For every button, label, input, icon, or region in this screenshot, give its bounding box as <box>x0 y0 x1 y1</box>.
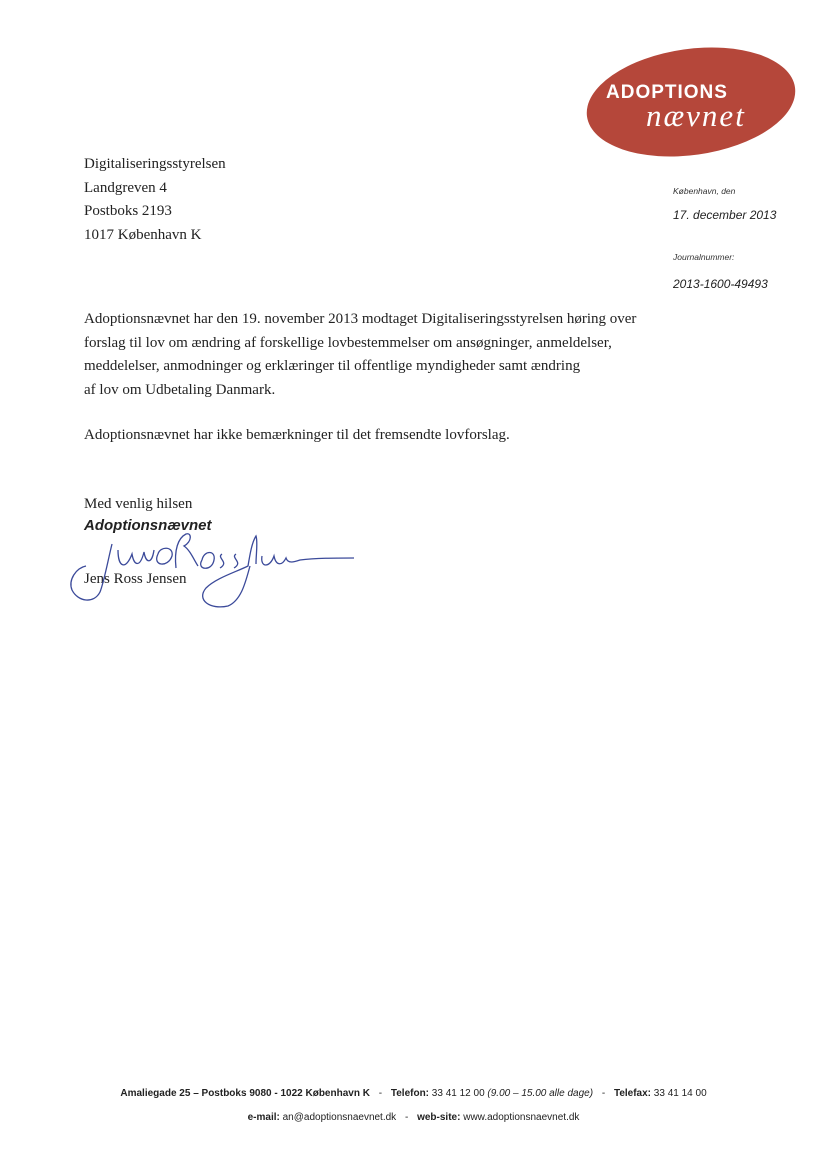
paragraph-2: Adoptionsnævnet har ikke bemærkninger til det fremsendte lovforslag. <box>84 427 510 443</box>
letter-date: 17. december 2013 <box>673 208 777 222</box>
recipient-address <box>84 153 226 247</box>
logo-line1: ADOPTIONS <box>606 82 728 103</box>
footer-phone-label: Telefon: <box>390 1088 430 1099</box>
recipient-pobox: Postboks 2193 <box>84 203 172 219</box>
letter-body <box>84 308 724 448</box>
footer-web-line: e-mail: an@adoptionsnaevnet.dk - web-site: www.adoptionsnaevnet.dk <box>247 1112 580 1123</box>
footer-pobox: Postboks 9080 <box>201 1088 272 1099</box>
paragraph-1-line: meddelelser, anmodninger og erklæringer til offentlige myndigheder samt ændring <box>84 358 581 374</box>
footer-email[interactable]: an@adoptionsnaevnet.dk <box>282 1112 397 1123</box>
signing-organization: Adoptionsnævnet <box>84 517 212 534</box>
paragraph-1-line: forslag til lov om ændring af forskellige lovbestemmelser om ansøgninger, anmeldelser, <box>84 334 612 351</box>
signer-name: Jens Ross Jensen <box>84 571 187 587</box>
closing-greeting: Med venlig hilsen <box>84 496 193 512</box>
paragraph-1-line: Adoptionsnævnet har den 19. november 2013 modtaget Digitaliseringsstyrelsen høring over <box>84 311 637 327</box>
paragraph-1 <box>84 308 724 402</box>
recipient-name: Digitaliseringsstyrelsen <box>84 156 226 172</box>
footer-web[interactable]: www.adoptionsnaevnet.dk <box>463 1112 580 1123</box>
recipient-city: 1017 København K <box>84 226 202 243</box>
paragraph-1-line: af lov om Udbetaling Danmark. <box>84 381 276 398</box>
footer-fax: 33 41 14 00 <box>653 1088 707 1099</box>
journal-number: 2013-1600-49493 <box>673 277 768 291</box>
recipient-street: Landgreven 4 <box>84 179 167 196</box>
handwritten-signature <box>60 520 360 620</box>
footer-street: Amaliegade 25 – <box>120 1088 199 1099</box>
footer-phone: 33 41 12 00 <box>431 1088 485 1099</box>
footer-fax-label: Telefax: <box>613 1088 652 1099</box>
footer-phone-hours: (9.00 – 15.00 alle dage) <box>487 1088 594 1099</box>
logo-graphic <box>584 46 796 158</box>
city-label: København, den <box>673 186 736 196</box>
footer-contact-line: Amaliegade 25 – Postboks 9080 - 1022 København K - Telefon: 33 41 12 00 (9.00 – 15.00 alle dage) - Telefax: 33 41 14 00 <box>120 1088 707 1099</box>
adoptionsnaevnet-logo <box>584 46 796 158</box>
journal-label: Journalnummer: <box>673 252 735 262</box>
footer-email-label: e-mail: <box>247 1112 280 1123</box>
logo-line2: nævnet <box>646 98 746 133</box>
footer-web-label: web-site: <box>417 1112 461 1123</box>
footer-city: - 1022 København K <box>274 1088 370 1099</box>
